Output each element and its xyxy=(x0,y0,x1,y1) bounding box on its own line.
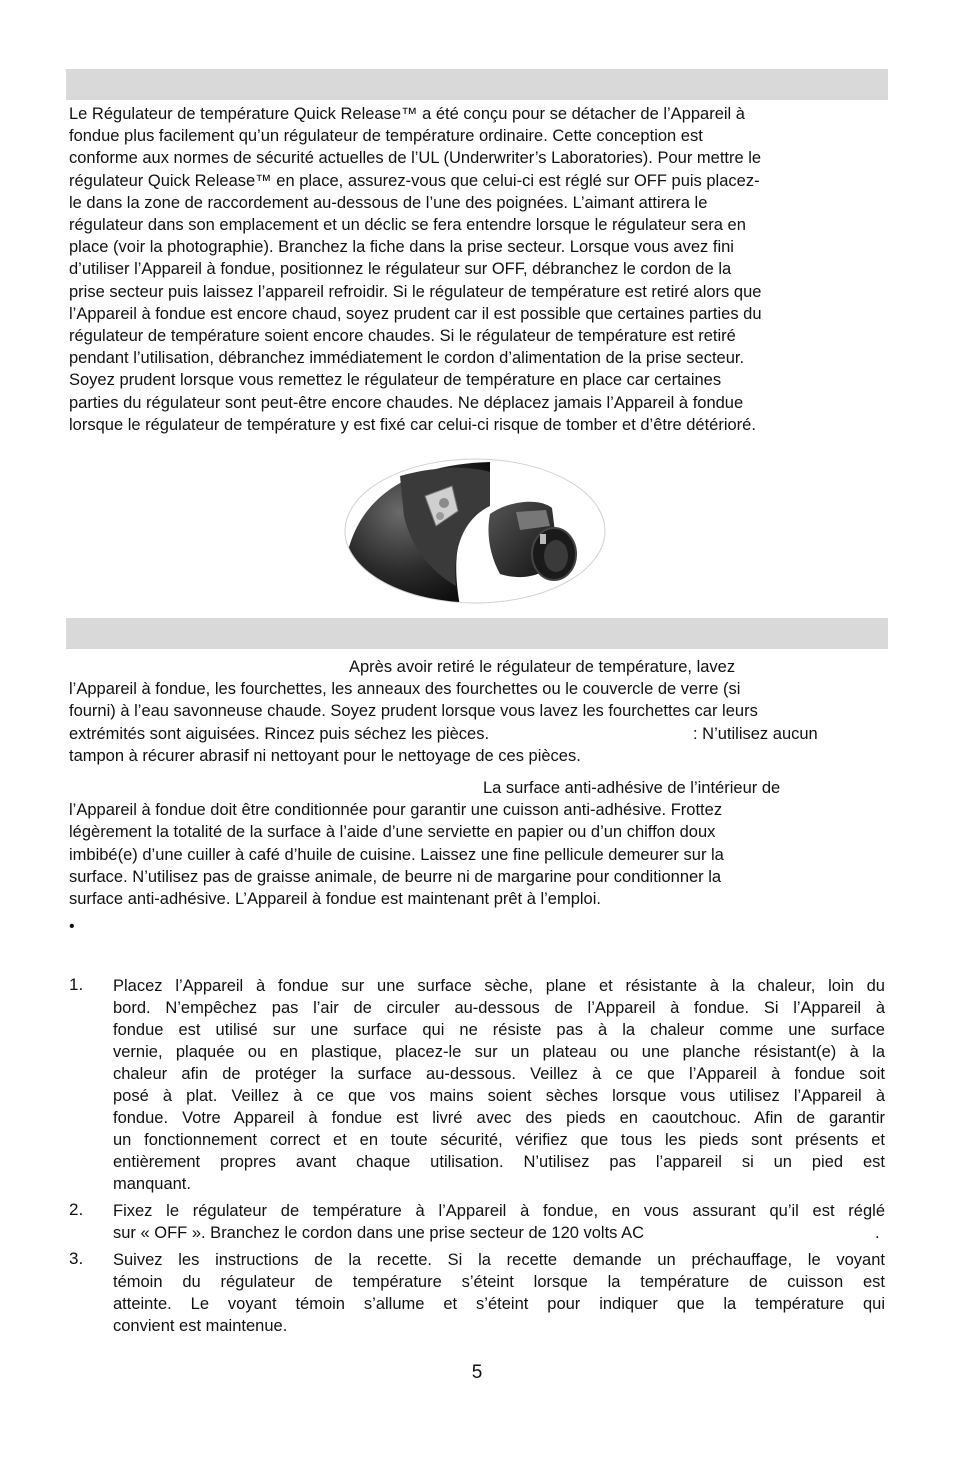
text-line: témoin du régulateur de température s’éteint lorsque la température de cuisson est xyxy=(113,1273,885,1291)
text-line: place (voir la photographie). Branchez la fiche dans la prise secteur. Lorsque vous avez fini xyxy=(69,238,734,257)
cleaning-paragraph xyxy=(69,656,889,767)
text-line xyxy=(113,1222,885,1244)
text-line: l’Appareil à fondue, les fourchettes, les anneaux des fourchettes ou le couvercle de verre (si xyxy=(69,680,741,699)
text-line: vernie, plaquée ou en plastique, placez-le sur un plateau ou une planche résistant(e) à la xyxy=(113,1043,885,1061)
text-line: fondue est utilisé sur une surface qui ne résiste pas à la chaleur comme une surface xyxy=(113,1021,885,1039)
text-line: Le Régulateur de température Quick Release™ a été conçu pour se détacher de l’Appareil à xyxy=(69,105,745,123)
text-line: surface anti-adhésive. L’Appareil à fondue est maintenant prêt à l’emploi. xyxy=(69,890,601,909)
text-line xyxy=(69,723,889,745)
text-line: Fixez le régulateur de température à l’Appareil à fondue, en vous assurant qu’il est réglé xyxy=(113,1202,885,1220)
text-line: tampon à récurer abrasif ni nettoyant pour le nettoyage de ces pièces. xyxy=(69,746,581,765)
page-number: 5 xyxy=(471,1362,483,1383)
text-line: fondue. Votre Appareil à fondue est livré avec des pieds en caoutchouc. Afin de garantir xyxy=(113,1109,885,1127)
text-line: régulateur de température soient encore chaudes. Si le régulateur de température est retiré xyxy=(69,327,736,346)
quick-release-paragraph xyxy=(69,103,889,436)
text-line: prise secteur puis laissez l’appareil refroidir. Si le régulateur de température est retiré alors que xyxy=(69,282,762,301)
step-number: 2. xyxy=(69,1200,84,1219)
text-line: parties du régulateur sont peut-être encore chaudes. Ne déplacez jamais l’Appareil à fondue xyxy=(69,393,744,412)
text-line: d’utiliser l’Appareil à fondue, positionnez le régulateur sur OFF, débranchez le cordon de la xyxy=(69,260,732,279)
step-text xyxy=(113,1200,885,1244)
conditioning-paragraph xyxy=(69,777,889,910)
step-number: 1. xyxy=(69,975,84,994)
text-line: chaleur afin de protéger la surface au-dessous. Veillez à ce que l’Appareil à fondue soit xyxy=(113,1065,885,1083)
text-line: régulateur Quick Release™ en place, assurez-vous que celui-ci est réglé sur OFF puis placez- xyxy=(69,171,760,190)
text-line: convient est maintenue. xyxy=(113,1317,288,1335)
text-line: Après avoir retiré le régulateur de température, lavez xyxy=(349,658,736,676)
text-segment: : N’utilisez aucun xyxy=(693,724,818,743)
text-line: Suivez les instructions de la recette. Si la recette demande un préchauffage, le voyant xyxy=(113,1251,885,1269)
text-line: surface. N’utilisez pas de graisse animale, de beurre ni de margarine pour conditionner la xyxy=(69,867,722,886)
text-line: l’Appareil à fondue doit être conditionnée pour garantir une cuisson anti-adhésive. Frottez xyxy=(69,801,723,820)
section-header-bar-cleaning xyxy=(66,618,888,649)
text-segment: . xyxy=(875,1224,880,1242)
text-line: fondue plus facilement qu’un régulateur de température ordinaire. Cette conception est xyxy=(69,127,703,146)
step-text xyxy=(113,975,885,1195)
text-line: Placez l’Appareil à fondue sur une surface sèche, plane et résistante à la chaleur, loin du xyxy=(113,977,885,995)
text-line: fourni) à l’eau savonneuse chaude. Soyez prudent lorsque vous lavez les fourchettes car leurs xyxy=(69,702,758,721)
text-line: manquant. xyxy=(113,1175,191,1193)
text-line: Soyez prudent lorsque vous remettez le régulateur de température en place car certaines xyxy=(69,371,722,390)
text-segment: extrémités sont aiguisées. Rincez puis séchez les pièces. xyxy=(69,724,490,743)
text-line: un fonctionnement correct et en toute sécurité, vérifiez que tous les pieds sont présents et xyxy=(113,1131,885,1149)
text-line: l’Appareil à fondue est encore chaud, soyez prudent car il est possible que certaines parties du xyxy=(69,304,762,323)
text-line: lorsque le régulateur de température y est fixé car celui-ci risque de tomber et d’être détérioré. xyxy=(69,415,756,434)
text-line: atteinte. Le voyant témoin s’allume et s’éteint pour indiquer que la température qui xyxy=(113,1295,885,1313)
text-line: le dans la zone de raccordement au-dessous de l’une des poignées. L’aimant attirera le xyxy=(69,193,708,212)
text-line: régulateur dans son emplacement et un déclic se fera entendre lorsque le régulateur sera en xyxy=(69,216,746,235)
text-line: pendant l’utilisation, débranchez immédiatement le cordon d’alimentation de la prise secteur. xyxy=(69,349,745,368)
step-text xyxy=(113,1249,885,1337)
text-segment: sur « OFF ». Branchez le cordon dans une prise secteur de 120 volts AC xyxy=(113,1224,645,1242)
section-header-bar-quick-release xyxy=(66,69,888,100)
text-line: posé à plat. Veillez à ce que vos mains soient sèches lorsque vous utilisez l’Appareil à xyxy=(113,1087,885,1105)
step-number: 3. xyxy=(69,1249,84,1268)
text-line: La surface anti-adhésive de l’intérieur de xyxy=(483,779,781,797)
text-line: bord. N’empêchez pas l’air de circuler au-dessous de l’Appareil à fondue. Si l’Appareil à xyxy=(113,999,885,1017)
bullet-point: • xyxy=(69,918,75,935)
text-line: conforme aux normes de sécurité actuelles de l’UL (Underwriter’s Laboratories). Pour mettre le xyxy=(69,149,762,168)
text-line: entièrement propres avant chaque utilisation. N’utilisez pas l’appareil si un pied est xyxy=(113,1153,885,1171)
text-line: légèrement la totalité de la surface à l’aide d’une serviette en papier ou d’un chiffon doux xyxy=(69,823,716,842)
regulator-photo xyxy=(340,456,610,606)
text-line: imbibé(e) d’une cuiller à café d’huile de cuisine. Laissez une fine pellicule demeurer sur la xyxy=(69,845,724,864)
